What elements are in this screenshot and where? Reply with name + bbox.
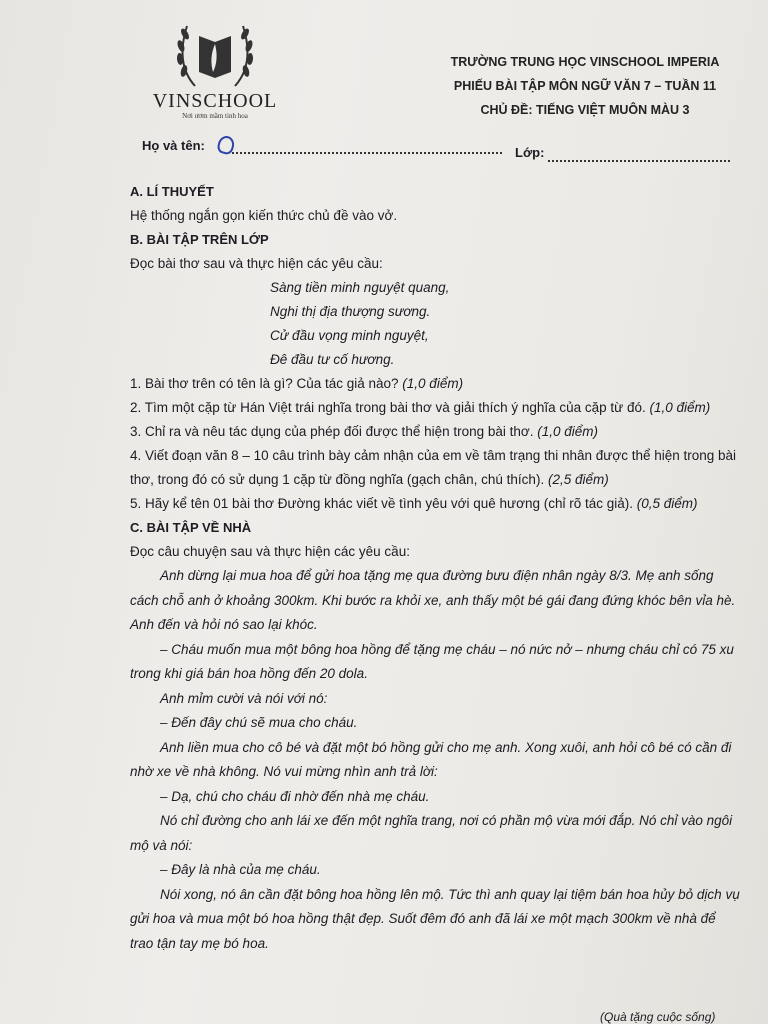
section-c-title: C. BÀI TẬP VỀ NHÀ (130, 520, 252, 535)
name-label: Họ và tên: (142, 138, 205, 153)
story (130, 564, 740, 956)
story-paragraph: Nó chỉ đường cho anh lái xe đến một nghĩa trang, nơi có phần mộ vừa mới đắp. Nó chỉ vào ngôi mộ và nói: (130, 813, 733, 853)
name-field[interactable] (232, 142, 502, 154)
story-source: (Quà tặng cuộc sống) (600, 1010, 716, 1024)
story-paragraph: Anh liền mua cho cô bé và đặt một bó hồng gửi cho mẹ anh. Xong xuôi, anh hỏi cô bé có cần đi nhờ xe về nhà không. Nó vui mừng nhìn anh trả lời: (130, 739, 732, 779)
question: 4. Viết đoạn văn 8 – 10 câu trình bày cảm nhận của em về tâm trạng thi nhân được thể hiện trong bài thơ, trong đó có sử dụng 1 cặp từ đồng nghĩa (gạch chân, chú thích). (2,5 điểm) (130, 448, 737, 487)
class-label: Lớp: (515, 145, 545, 160)
school-name: TRƯỜNG TRUNG HỌC VINSCHOOL IMPERIA (450, 55, 720, 69)
poem (270, 276, 740, 372)
story-paragraph: Nói xong, nó ân cần đặt bông hoa hồng lên mộ. Tức thì anh quay lại tiệm bán hoa hủy bỏ dịch vụ gửi hoa và mua một bó hoa hồng thật đẹp. Suốt đêm đó anh đã lái xe một mạch 300km về nhà để trao tận tay mẹ bó hoa. (130, 886, 740, 951)
school-logo (145, 14, 285, 120)
section-c-intro: Đọc câu chuyện sau và thực hiện các yêu cầu: (130, 544, 410, 559)
story-paragraph: Anh mỉm cười và nói với nó: (160, 690, 328, 706)
worksheet-header (420, 50, 750, 122)
poem-line: Sàng tiền minh nguyệt quang, (270, 280, 450, 295)
worksheet-topic: CHỦ ĐỀ: TIẾNG VIỆT MUÔN MÀU 3 (480, 103, 690, 117)
worksheet-title: PHIẾU BÀI TẬP MÔN NGỮ VĂN 7 – TUẦN 11 (453, 79, 717, 93)
section-a-text: Hệ thống ngắn gọn kiến thức chủ đề vào vở. (130, 208, 398, 223)
poem-line: Cử đầu vọng minh nguyệt, (270, 328, 429, 343)
question: 1. Bài thơ trên có tên là gì? Của tác giả nào? (1,0 điểm) (130, 376, 464, 391)
brand-name: VINSCHOOL (152, 90, 278, 112)
story-paragraph: Anh dừng lại mua hoa để gửi hoa tặng mẹ qua đường bưu điện nhân ngày 8/3. Mẹ anh sống cách chỗ anh ở khoảng 300km. Khi bước ra khỏi xe, anh thấy một bé gái đang đứng khóc bên vỉa hè. Anh đến và hỏi nó sao lại khóc. (130, 568, 736, 632)
poem-line: Đê đầu tư cố hương. (270, 352, 395, 367)
class-field[interactable] (548, 150, 730, 162)
brand-tagline: Nơi ươm mầm tinh hoa (182, 112, 248, 120)
story-paragraph: – Cháu muốn mua một bông hoa hồng để tặng mẹ cháu – nó nức nở – nhưng cháu chỉ có 75 xu trong khi giá bán hoa hồng đến 20 dola. (130, 641, 734, 681)
worksheet-body (130, 180, 740, 956)
story-paragraph: – Dạ, chú cho cháu đi nhờ đến nhà mẹ cháu. (160, 788, 430, 804)
laurel-book-icon (165, 14, 265, 94)
poem-line: Nghi thị địa thượng sương. (270, 304, 431, 319)
story-paragraph: – Đến đây chú sẽ mua cho cháu. (160, 715, 358, 730)
section-a-title: A. LÍ THUYẾT (130, 184, 214, 199)
section-b-intro: Đọc bài thơ sau và thực hiện các yêu cầu: (130, 256, 383, 271)
section-b-title: B. BÀI TẬP TRÊN LỚP (130, 232, 269, 247)
story-paragraph: – Đây là nhà của mẹ cháu. (160, 862, 321, 877)
question: 3. Chỉ ra và nêu tác dụng của phép đối được thể hiện trong bài thơ. (1,0 điểm) (130, 424, 599, 439)
question: 2. Tìm một cặp từ Hán Việt trái nghĩa trong bài thơ và giải thích ý nghĩa của cặp từ đó. (1,0 điểm) (130, 400, 711, 415)
question: 5. Hãy kể tên 01 bài thơ Đường khác viết về tình yêu với quê hương (chỉ rõ tác giả). (0,5 điểm) (130, 496, 698, 511)
